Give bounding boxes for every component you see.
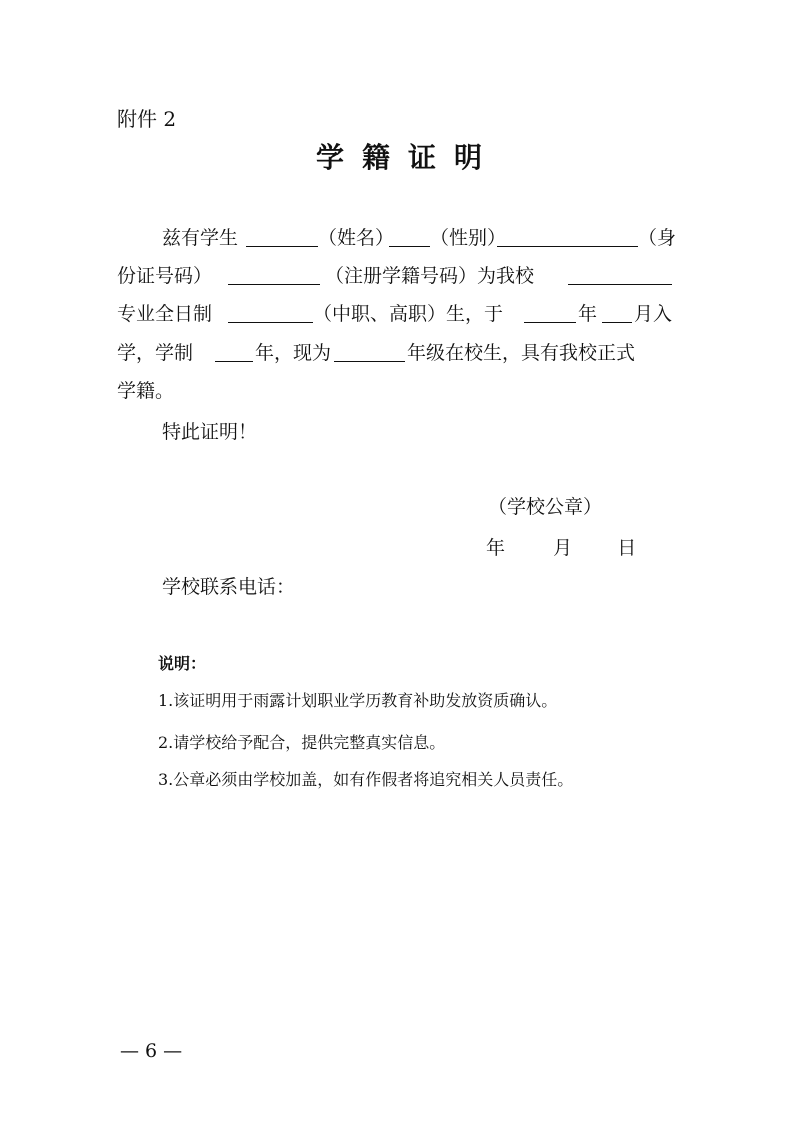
body-text: 年，现为 xyxy=(255,342,332,364)
body-text: （中职、高职）生，于 xyxy=(313,303,504,325)
body-text: （性别） xyxy=(430,227,507,249)
body-text: 年 xyxy=(578,303,598,325)
body-text: 学，学制 xyxy=(117,342,194,364)
date-day: 日 xyxy=(617,537,637,559)
major-blank[interactable] xyxy=(568,262,672,285)
body-text: （身 xyxy=(638,227,677,249)
date-year: 年 xyxy=(486,537,506,559)
level-blank[interactable] xyxy=(228,300,313,323)
gender-blank[interactable] xyxy=(389,224,430,247)
document-title: 学籍证明 xyxy=(316,141,501,174)
date-line xyxy=(486,533,636,560)
school-seal-label: （学校公章） xyxy=(488,496,603,518)
name-blank[interactable] xyxy=(246,224,318,247)
attachment-label: 附件 2 xyxy=(117,107,177,131)
body-text: （姓名） xyxy=(318,227,395,249)
school-phone-label: 学校联系电话： xyxy=(162,576,296,598)
body-text: 份证号码） xyxy=(117,265,213,287)
enroll-year-blank[interactable] xyxy=(524,300,576,323)
id-number-blank-cont[interactable] xyxy=(228,262,320,285)
note-item: 2.请学校给予配合，提供完整真实信息。 xyxy=(158,733,446,752)
body-text: 学籍。 xyxy=(117,380,175,402)
body-text: （注册学籍号码）为我校 xyxy=(325,265,535,287)
body-text: 月入 xyxy=(634,303,673,325)
note-item: 3.公章必须由学校加盖，如有作假者将追究相关人员责任。 xyxy=(158,770,574,789)
enroll-month-blank[interactable] xyxy=(602,300,632,323)
body-text: 专业全日制 xyxy=(117,303,213,325)
closing-text: 特此证明！ xyxy=(162,421,258,443)
note-item: 1.该证明用于雨露计划职业学历教育补助发放资质确认。 xyxy=(158,691,558,710)
page-number: — 6 — xyxy=(120,1040,183,1062)
notes-title: 说明： xyxy=(158,654,207,673)
duration-blank[interactable] xyxy=(215,339,253,362)
body-text: 兹有学生 xyxy=(162,227,239,249)
body-text: 年级在校生，具有我校正式 xyxy=(407,342,636,364)
date-month: 月 xyxy=(553,537,573,559)
id-number-blank[interactable] xyxy=(497,224,638,247)
grade-blank[interactable] xyxy=(334,339,405,362)
